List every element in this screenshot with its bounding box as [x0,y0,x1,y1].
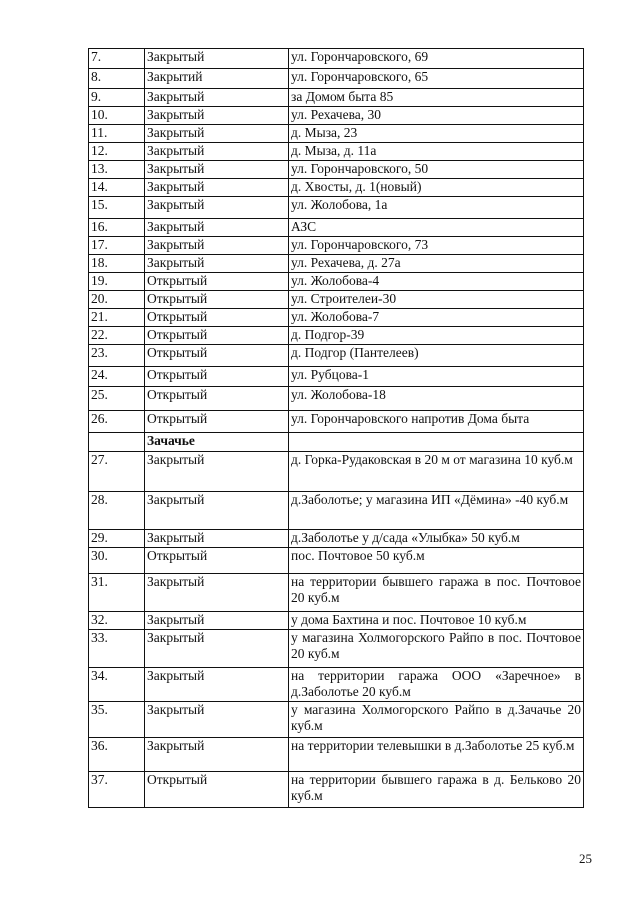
row-number: 20. [89,291,145,309]
row-address: за Домом быта 85 [289,89,584,107]
row-number: 29. [89,530,145,548]
row-number [89,433,145,452]
table-row [89,738,584,772]
row-address: д. Подгор-39 [289,327,584,345]
row-address: д.Заболотье у д/сада «Улыбка» 50 куб.м [289,530,584,548]
row-number: 7. [89,49,145,69]
table-row [89,702,584,738]
table-row [89,367,584,387]
row-number: 13. [89,161,145,179]
row-number: 8. [89,69,145,89]
table-row [89,387,584,411]
row-type: Закрытый [145,738,289,772]
table-row [89,772,584,808]
row-number: 25. [89,387,145,411]
row-number: 9. [89,89,145,107]
table-row [89,612,584,630]
row-type: Закрытый [145,197,289,219]
row-address: ул. Жолобова, 1а [289,197,584,219]
table-row [89,291,584,309]
section-row [89,433,584,452]
row-number: 12. [89,143,145,161]
row-address: на территории бывшего гаража в пос. Почтовое 20 куб.м [289,574,584,612]
row-address: ул. Горончаровского напротив Дома быта [289,411,584,433]
row-type: Закрытый [145,219,289,237]
row-type: Закрытый [145,107,289,125]
row-address: д.Заболотье; у магазина ИП «Дёмина» -40 куб.м [289,492,584,530]
row-number: 26. [89,411,145,433]
table-row [89,125,584,143]
table-row [89,309,584,327]
row-number: 24. [89,367,145,387]
row-number: 31. [89,574,145,612]
row-type: Зачачье [145,433,289,452]
row-type: Открытый [145,548,289,574]
table-row [89,668,584,702]
row-number: 15. [89,197,145,219]
row-address: ул. Жолобова-18 [289,387,584,411]
row-address: ул. Горончаровского, 65 [289,69,584,89]
table-row [89,219,584,237]
table-row [89,161,584,179]
row-number: 11. [89,125,145,143]
table-body [89,49,584,808]
table-row [89,327,584,345]
row-address: АЗС [289,219,584,237]
row-address: ул. Жолобова-4 [289,273,584,291]
row-number: 10. [89,107,145,125]
row-number: 28. [89,492,145,530]
row-type: Закрытый [145,612,289,630]
table-row [89,197,584,219]
row-type: Открытый [145,273,289,291]
row-type: Открытый [145,367,289,387]
row-address: на территории телевышки в д.Заболотье 25 куб.м [289,738,584,772]
row-number: 21. [89,309,145,327]
row-address: ул. Рехачева, 30 [289,107,584,125]
row-type: Открытый [145,411,289,433]
row-type: Закрытий [145,69,289,89]
row-type: Закрытый [145,143,289,161]
row-type: Закрытый [145,630,289,668]
row-type: Закрытый [145,161,289,179]
row-type: Закрытый [145,179,289,197]
row-type: Открытый [145,291,289,309]
reservoir-table [88,48,584,808]
table-row [89,255,584,273]
row-address: на территории гаража ООО «Заречное» в д.Заболотье 20 куб.м [289,668,584,702]
row-type: Открытый [145,387,289,411]
row-number: 27. [89,452,145,492]
row-number: 35. [89,702,145,738]
row-number: 30. [89,548,145,574]
row-number: 37. [89,772,145,808]
row-number: 14. [89,179,145,197]
row-type: Закрытый [145,237,289,255]
row-address: д. Мыза, 23 [289,125,584,143]
row-address: пос. Почтовое 50 куб.м [289,548,584,574]
row-address: ул. Горончаровского, 73 [289,237,584,255]
table-row [89,89,584,107]
row-address: у магазина Холмогорского Райпо в пос. Почтовое 20 куб.м [289,630,584,668]
row-type: Закрытый [145,668,289,702]
row-type: Открытый [145,345,289,367]
table-row [89,530,584,548]
row-type: Закрытый [145,125,289,143]
row-address [289,433,584,452]
row-type: Закрытый [145,452,289,492]
row-number: 18. [89,255,145,273]
table-row [89,107,584,125]
table-row [89,411,584,433]
row-type: Закрытый [145,255,289,273]
table-row [89,273,584,291]
row-address: ул. Рубцова-1 [289,367,584,387]
row-address: ул. Строителеи-30 [289,291,584,309]
row-address: ул. Горончаровского, 69 [289,49,584,69]
row-address: у дома Бахтина и пос. Почтовое 10 куб.м [289,612,584,630]
row-number: 23. [89,345,145,367]
row-number: 34. [89,668,145,702]
table-row [89,548,584,574]
row-address: д. Хвосты, д. 1(новый) [289,179,584,197]
row-address: д. Мыза, д. 11а [289,143,584,161]
row-address: ул. Рехачева, д. 27а [289,255,584,273]
table-row [89,345,584,367]
table-row [89,69,584,89]
row-number: 19. [89,273,145,291]
row-address: ул. Жолобова-7 [289,309,584,327]
table-row [89,179,584,197]
table-row [89,630,584,668]
table-row [89,49,584,69]
table-row [89,143,584,161]
row-address: на территории бывшего гаража в д. Бельково 20 куб.м [289,772,584,808]
row-number: 32. [89,612,145,630]
row-type: Закрытый [145,492,289,530]
row-number: 16. [89,219,145,237]
row-type: Закрытый [145,702,289,738]
row-address: д. Подгор (Пантелеев) [289,345,584,367]
row-number: 22. [89,327,145,345]
row-type: Закрытый [145,49,289,69]
row-number: 36. [89,738,145,772]
row-address: ул. Горончаровского, 50 [289,161,584,179]
table-row [89,237,584,255]
table-row [89,452,584,492]
row-number: 33. [89,630,145,668]
row-type: Закрытый [145,530,289,548]
table-row [89,574,584,612]
row-number: 17. [89,237,145,255]
row-address: у магазина Холмогорского Райпо в д.Зачачье 20 куб.м [289,702,584,738]
row-type: Открытый [145,772,289,808]
row-type: Открытый [145,309,289,327]
table-row [89,492,584,530]
row-address: д. Горка-Рудаковская в 20 м от магазина 10 куб.м [289,452,584,492]
row-type: Закрытый [145,89,289,107]
row-type: Закрытый [145,574,289,612]
row-type: Открытый [145,327,289,345]
page-number: 25 [579,851,592,866]
